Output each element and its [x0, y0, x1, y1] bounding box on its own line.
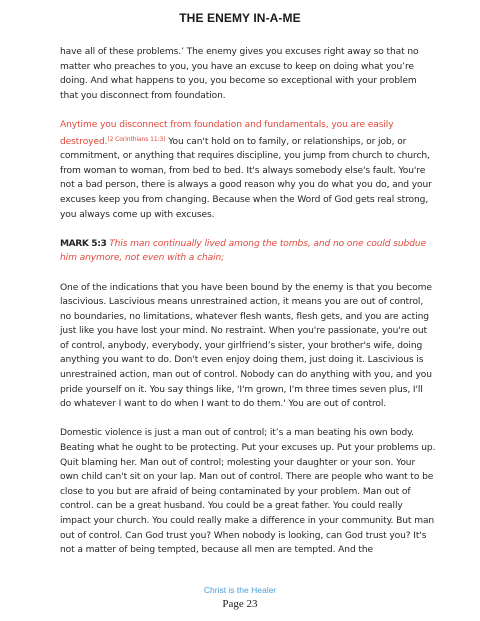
paragraph-2 [60, 118, 436, 222]
scripture-verse: This man continually lived among the tombs, and no one could subdue him anymore, not even with a chain; [60, 238, 427, 264]
paragraph-2-text: You can't hold on to family, or relationships, or job, or commitment, or anything that requires discipline, you jump from church to church, from woman to woman, from bed to bed. It's always somebody else's fault. You're not a bad person, there is always a good reason why you do what you do, and your excuses keep you from changing. Because when the Word of God gets real strong, you always come up with excuses. [60, 136, 432, 220]
page-title: THE ENEMY IN-A-ME [179, 11, 301, 25]
footer-book-title: Christ is the Healer [203, 585, 277, 595]
page-number: Page 23 [222, 598, 258, 610]
document-body [60, 45, 436, 572]
paragraph-1: have all of these problems.’ The enemy gives you excuses right away so that no matter who preaches to you, you have an excuse to keep on doing what you’re doing. And what happens to you, you become so exceptional with your problem that you disconnect from foundation. [60, 47, 419, 101]
scripture-label: MARK 5:3 [60, 238, 107, 249]
scripture-quote [60, 237, 436, 266]
highlighted-statement: Anytime you disconnect from foundation and fundamentals, you are easily destroyed. [60, 119, 394, 147]
paragraph-4: Domestic violence is just a man out of control; it’s a man beating his own body. Beating what he ought to be protecting. Put your excuses up. Put your problems up. Quit blaming her. Man out of control; molesting your daughter or your son. Your own child can't sit on your lap. Man out of control. There are people who want to be close to you but are afraid of being contaminated by your problem. Man out of control. can be a great husband. You could be a great father. You could really impact your church. You could really make a difference in your community. But man out of control. Can God trust you? When nobody is looking, can God trust you? It's not a matter of being tempted, because all men are tempted. And the [60, 428, 436, 556]
scripture-reference: (2 Corinthians 11:3) [107, 135, 166, 143]
paragraph-3: One of the indications that you have been bound by the enemy is that you become lascivious. Lascivious means unrestrained action, it means you are out of control, no boundaries, no limitations, whatever flesh wants, flesh gets, and you are acting just like you have lost your mind. No restraint. When you're passionate, you're out of control, anybody, everybody, your girlfriend’s sister, your brother's wife, doing anything you want to do. Don't even enjoy doing them, just doing it. Lascivious is unrestrained action, man out of control. Nobody can do anything with you, and you pride yourself on it. You say things like, 'I'm grown, I'm three times seven plus, I'll do whatever I want to do when I want to do them.' You are out of control. [60, 282, 432, 410]
